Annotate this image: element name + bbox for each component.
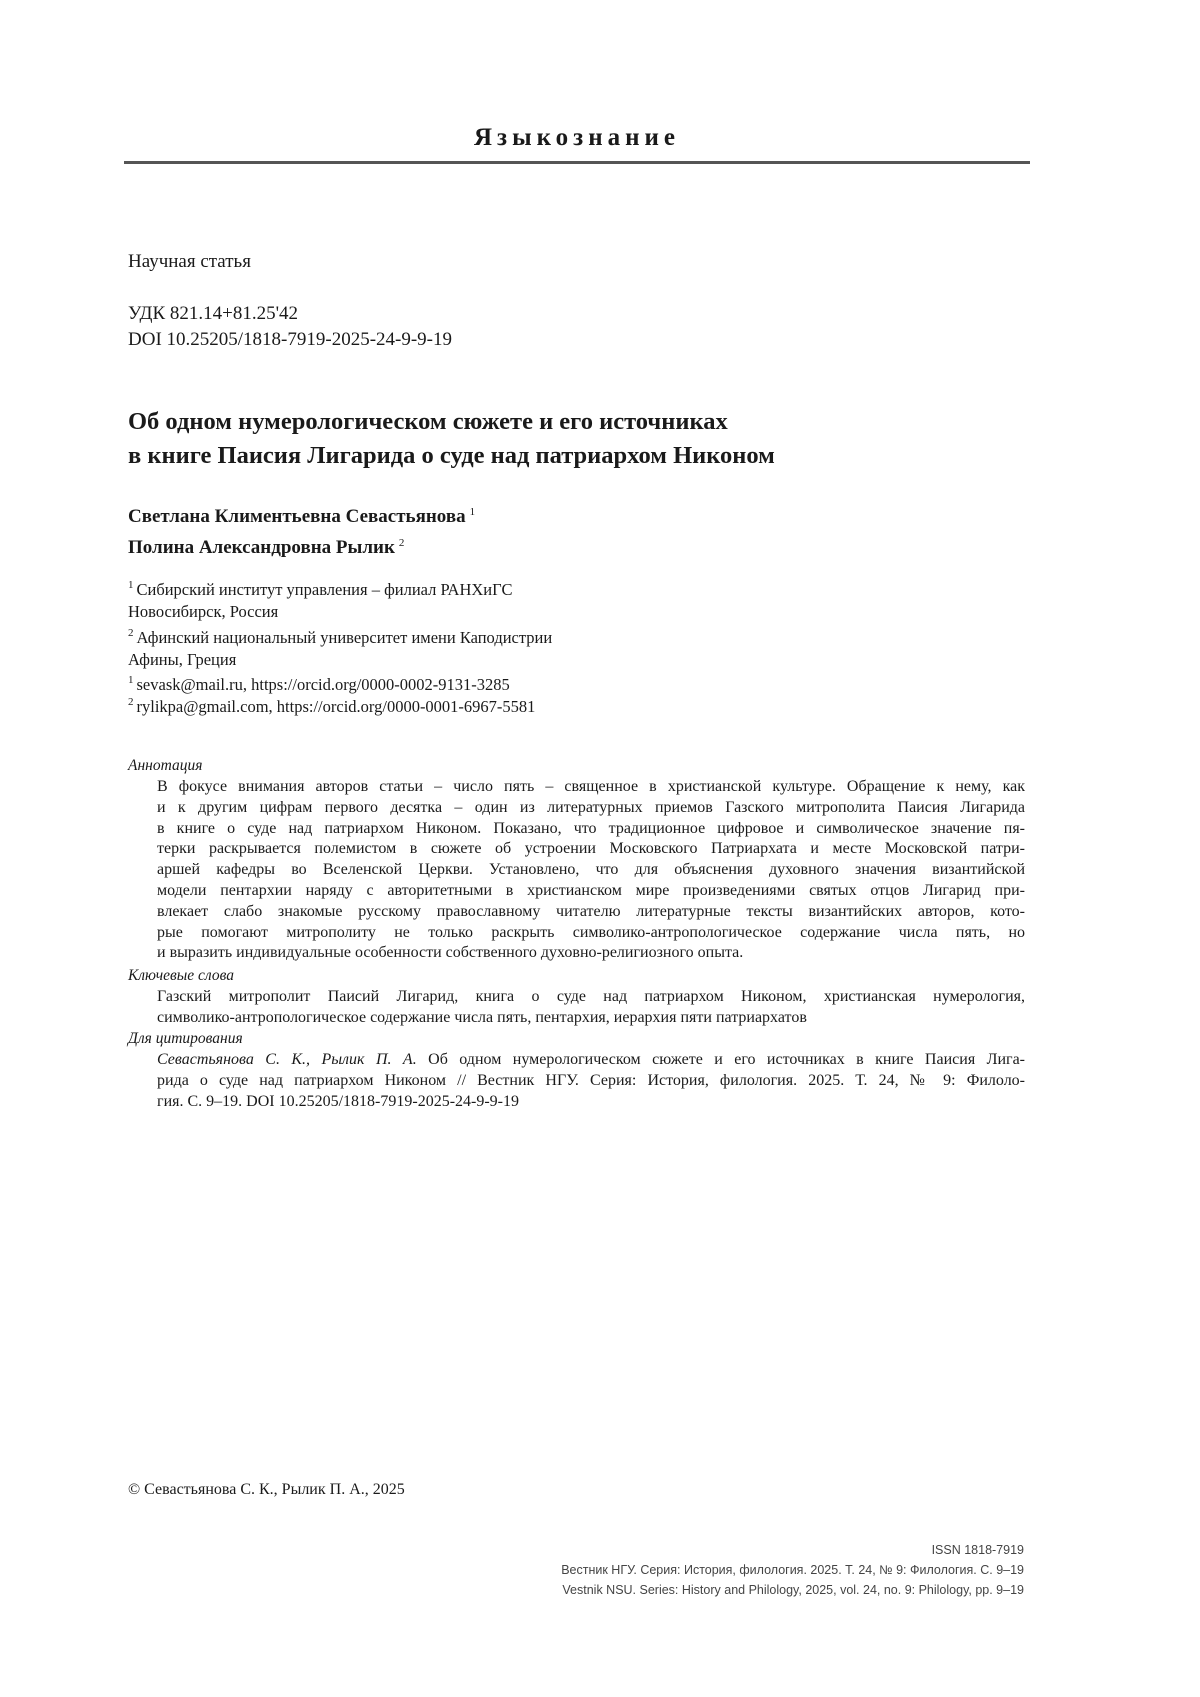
affiliation bbox=[128, 622, 552, 671]
keywords-text bbox=[157, 987, 1025, 1029]
title-line: Об одном нумерологическом сюжете и его источниках bbox=[128, 408, 728, 435]
annotation-line: и к другим цифрам первого десятка – один из литературных приемов Газского митрополита Паисия Лигарида bbox=[157, 798, 1025, 816]
keywords-label: Ключевые слова bbox=[128, 967, 234, 984]
contact-mark: 1 bbox=[128, 674, 134, 686]
author bbox=[128, 499, 475, 530]
article-title bbox=[128, 405, 1028, 473]
annotation-line: рые помогают митрополиту не только раскрыть символико-антропологическое содержание числа пять, но bbox=[157, 923, 1025, 941]
title-line: в книге Паисия Лигарида о суде над патриархом Никоном bbox=[128, 442, 775, 469]
author-affiliation-mark: 1 bbox=[469, 506, 476, 518]
annotation-line: в книге о суде над патриархом Никоном. Показано, что традиционное цифровое и символическое значение пя- bbox=[157, 819, 1025, 837]
contact-link[interactable]: rylikpa@gmail.com, https://orcid.org/0000-0001-6967-5581 bbox=[136, 697, 536, 716]
udc-code: УДК 821.14+81.25'42 bbox=[128, 303, 299, 324]
annotation-label: Аннотация bbox=[128, 757, 203, 774]
annotation-text bbox=[157, 777, 1025, 964]
citation-line: рида о суде над патриархом Никоном // Вестник НГУ. Серия: История, филология. 2025. Т. 24, № 9: Филоло- bbox=[157, 1071, 1025, 1089]
article-type: Научная статья bbox=[128, 251, 251, 272]
affiliation-mark: 1 bbox=[128, 579, 134, 591]
author bbox=[128, 530, 475, 561]
affiliation bbox=[128, 574, 512, 623]
doi: DOI 10.25205/1818-7919-2025-24-9-9-19 bbox=[128, 329, 453, 350]
annotation-line: аршей кафедры во Вселенской Церкви. Установлено, что для объяснения духовного значения византийской bbox=[157, 861, 1025, 879]
citation-label: Для цитирования bbox=[128, 1030, 243, 1047]
affiliation-mark: 2 bbox=[128, 627, 134, 639]
footer-issn: ISSN 1818-7919 bbox=[931, 1543, 1024, 1557]
author-name: Полина Александровна Рылик bbox=[128, 537, 395, 558]
affiliation-org: Сибирский институт управления – филиал РАНХиГС bbox=[136, 580, 513, 599]
citation-authors: Севастьянова С. К., Рылик П. А. bbox=[157, 1051, 417, 1068]
citation-line bbox=[157, 1050, 1025, 1071]
citation-line: гия. С. 9–19. DOI 10.25205/1818-7919-2025-24-9-9-19 bbox=[157, 1092, 520, 1110]
contact-link[interactable]: sevask@mail.ru, https://orcid.org/0000-0002-9131-3285 bbox=[136, 675, 510, 694]
author-affiliation-mark: 2 bbox=[398, 537, 405, 549]
annotation-line: влекает слабо знакомые русскому православному читателю литературные тексты византийских авторов, кото- bbox=[157, 902, 1025, 920]
keywords-line: символико-антропологическое содержание числа пять, пентархия, иерархия пяти патриархатов bbox=[157, 1008, 807, 1026]
heading-rule bbox=[124, 161, 1030, 164]
annotation-line: и выразить индивидуальные особенности собственного духовно-религиозного опыта. bbox=[157, 944, 744, 962]
footer-journal-en: Vestnik NSU. Series: History and Philology, 2025, vol. 24, no. 9: Philology, pp. 9–19 bbox=[562, 1583, 1024, 1597]
contact-mark: 2 bbox=[128, 696, 134, 708]
copyright: © Севастьянова С. К., Рылик П. А., 2025 bbox=[128, 1481, 405, 1498]
citation-title: Об одном нумерологическом сюжете и его источниках в книге Паисия Лига- bbox=[416, 1051, 1026, 1068]
section-heading: Языкознание bbox=[473, 124, 681, 151]
footer-journal-ru: Вестник НГУ. Серия: История, филология. 2025. Т. 24, № 9: Филология. С. 9–19 bbox=[561, 1563, 1024, 1577]
affiliation-org: Афинский национальный университет имени Каподистрии bbox=[136, 628, 553, 647]
annotation-line: модели пентархии наряду с авторитетными в христианском мире произведениями святых отцов Лигарид при- bbox=[157, 881, 1025, 899]
citation-text bbox=[157, 1050, 1025, 1112]
author-name: Светлана Климентьевна Севастьянова bbox=[128, 506, 466, 527]
annotation-line: терки раскрывается полемистом в сюжете об устроении Московского Патриархата и месте Московской патри- bbox=[157, 840, 1025, 858]
affiliation-city: Новосибирск, Россия bbox=[128, 602, 279, 621]
affiliation-city: Афины, Греция bbox=[128, 650, 237, 669]
keywords-line: Газский митрополит Паисий Лигарид, книга о суде над патриархом Никоном, христианская нумерология, bbox=[157, 988, 1025, 1005]
authors bbox=[128, 499, 475, 561]
annotation-line: В фокусе внимания авторов статьи – число пять – священное в христианской культуре. Обращение к нему, как bbox=[157, 778, 1025, 795]
contact bbox=[128, 691, 535, 718]
